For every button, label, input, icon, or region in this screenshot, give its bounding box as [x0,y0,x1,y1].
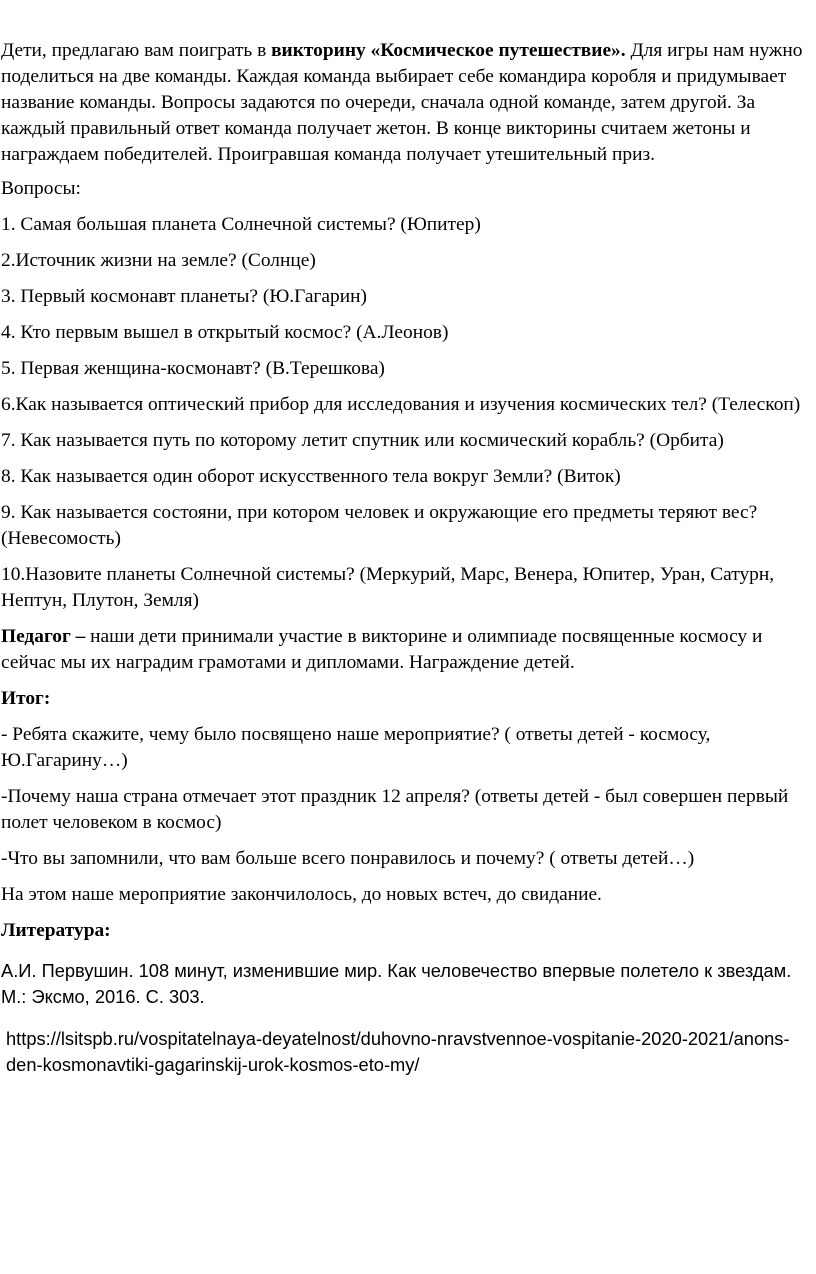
summary-item: На этом наше мероприятие закончилолось, до новых встеч, до свидание. [1,884,602,905]
questions-heading: Вопросы: [1,178,81,199]
teacher-label: Педагог – [1,626,86,647]
question-item: 9. Как называется состояни, при котором человек и окружающие его предметы теряют вес? (Невесомость) [1,502,758,549]
question-item: 7. Как называется путь по которому летит спутник или космический корабль? (Орбита) [1,430,724,451]
question-item: 8. Как называется один оборот искусственного тела вокруг Земли? (Виток) [1,466,621,487]
question-item: 6.Как называется оптический прибор для исследования и изучения космических тел? (Телескоп) [1,394,801,415]
question-item: 5. Первая женщина-космонавт? (В.Терешкова) [1,358,385,379]
teacher-text: наши дети принимали участие в викторине и олимпиаде посвященные космосу и сейчас мы их наградим грамотами и дипломами. Награждение детей. [1,626,763,673]
quiz-title: викторину «Космическое путешествие». [271,40,626,61]
intro-paragraph [1,38,806,168]
literature-book-reference: А.И. Первушин. 108 минут, изменившие мир. Как человечество впервые полетело к звездам. М.: Эксмо, 2016. С. 303. [1,960,792,1007]
question-item: 1. Самая большая планета Солнечной системы? (Юпитер) [1,214,481,235]
teacher-paragraph [1,624,806,676]
summary-item: - Ребята скажите, чему было посвящено наше мероприятие? ( ответы детей - космосу, Ю.Гагарину…) [1,724,711,771]
question-item: 10.Назовите планеты Солнечной системы? (Меркурий, Марс, Венера, Юпитер, Уран, Сатурн, Нептун, Плутон, Земля) [1,564,775,611]
question-item: 3. Первый космонавт планеты? (Ю.Гагарин) [1,286,367,307]
question-item: 4. Кто первым вышел в открытый космос? (А.Леонов) [1,322,449,343]
summary-item: -Почему наша страна отмечает этот праздник 12 апреля? (ответы детей - был совершен первый полет человеком в космос) [1,786,789,833]
literature-web-reference: https://lsitspb.ru/vospitatelnaya-deyatelnost/duhovno-nravstvennoe-vospitanie-2020-2021/anons-den-kosmonavtiki-gagarinskij-urok-kosmos-eto-my/ [6,1028,790,1075]
intro-text-1: Дети, предлагаю вам поиграть в [1,40,272,61]
literature-heading-text: Литература: [1,920,111,941]
summary-heading [1,686,806,712]
question-item: 2.Источник жизни на земле? (Солнце) [1,250,316,271]
summary-item: -Что вы запомнили, что вам больше всего понравилось и почему? ( ответы детей…) [1,848,695,869]
literature-heading [1,918,806,944]
intro-text-2: Для игры нам нужно поделиться на две команды. Каждая команда выбирает себе командира коробля и придумывает название команды. Вопросы задаются по очереди, сначала одной команде, затем другой. За каждый правильный ответ команда получает жетон. В конце викторины считаем жетоны и награждаем победителей. Проигравшая команда получает утешительный приз. [1,40,803,165]
summary-heading-text: Итог: [1,688,51,709]
